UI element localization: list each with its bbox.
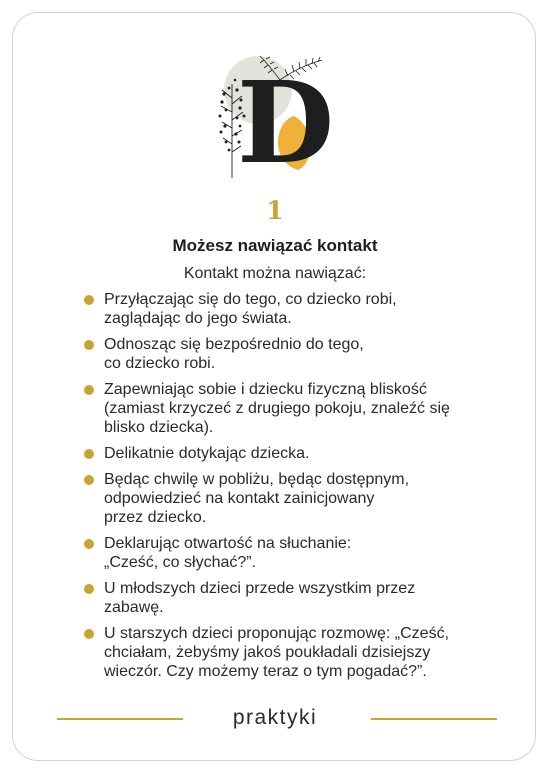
list-item-text: Przyłączając się do tego, co dziecko robi, zaglądając do jego świata. xyxy=(104,291,397,327)
list-item-text: Odnosząc się bezpośrednio do tego, co dziecko robi. xyxy=(104,336,364,372)
bullet-dot xyxy=(84,629,94,639)
bullet-dot xyxy=(84,295,94,305)
footer-divider-right xyxy=(371,718,497,720)
bullet-dot xyxy=(84,449,94,459)
list-item xyxy=(84,290,484,328)
bullet-dot xyxy=(84,475,94,485)
letter-d-emblem-icon xyxy=(210,50,340,178)
list-item xyxy=(84,470,484,527)
list-item xyxy=(84,624,484,681)
bullet-dot xyxy=(84,584,94,594)
list-item-text: Będąc chwilę w pobliżu, będąc dostępnym, odpowiedzieć na kontakt zainicjowany przez dziecko. xyxy=(104,471,410,526)
card-number: 1 xyxy=(266,196,284,225)
list-item-text: U starszych dzieci proponując rozmowę: „Cześć, chciałam, żebyśmy jakoś poukładali dzisiejszy wieczór. Czy możemy teraz o tym pogadać?”. xyxy=(104,625,450,680)
footer-label: praktyki xyxy=(232,706,318,729)
list-item xyxy=(84,444,484,463)
card-title: Możesz nawiązać kontakt xyxy=(172,236,378,255)
list-item-text: Delikatnie dotykając dziecka. xyxy=(104,445,310,462)
list-item-text: U młodszych dzieci przede wszystkim przez zabawę. xyxy=(104,580,416,616)
bullet-dot xyxy=(84,539,94,549)
list-item-text: Zapewniając sobie i dziecku fizyczną bliskość (zamiast krzyczeć z drugiego pokoju, znaleźć się blisko dziecka). xyxy=(104,381,450,436)
list-item xyxy=(84,380,484,437)
list-item xyxy=(84,335,484,373)
card-subtitle: Kontakt można nawiązać: xyxy=(183,265,367,282)
letter-d-glyph: D xyxy=(237,58,335,178)
bullet-dot xyxy=(84,340,94,350)
list-item xyxy=(84,534,484,572)
list-item-text: Deklarując otwartość na słuchanie: „Cześć, co słychać?”. xyxy=(104,535,352,571)
bullet-list xyxy=(84,290,484,688)
bullet-dot xyxy=(84,385,94,395)
list-item xyxy=(84,579,484,617)
